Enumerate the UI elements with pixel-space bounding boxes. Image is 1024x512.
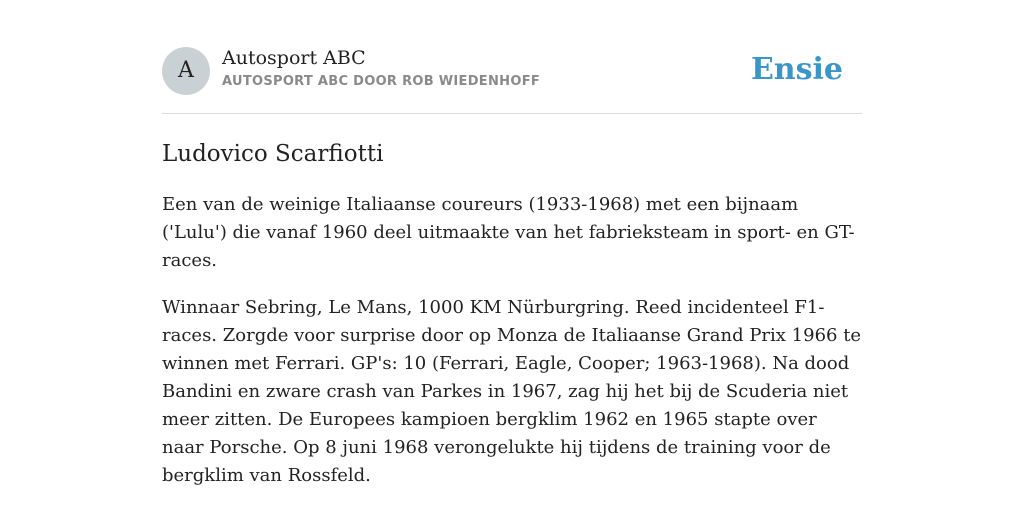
- entry-card: [162, 46, 862, 490]
- author-name[interactable]: Autosport ABC: [222, 47, 366, 69]
- entry-paragraph-2: Winnaar Sebring, Le Mans, 1000 KM Nürburgring. Reed incidenteel F1-races. Zorgde voor surprise door op Monza de Italiaanse Grand Prix 1966 te winnen met Ferrari. GP's: 10 (Ferrari, Eagle, Cooper; 1963-1968). Na dood Bandini en zware crash van Parkes in 1967, zag hij het bij de Scuderia niet meer zitten. De Europees kampioen bergklim 1962 en 1965 stapte over naar Porsche. Op 8 juni 1968 verongelukte hij tijdens de training voor de bergklim van Rossfeld.: [162, 297, 862, 486]
- author-subtitle: AUTOSPORT ABC DOOR ROB WIEDENHOFF: [222, 74, 541, 89]
- brand-logo[interactable]: Ensie: [750, 52, 843, 87]
- author-avatar[interactable]: A: [162, 47, 210, 95]
- entry-title: Ludovico Scarfiotti: [162, 141, 384, 167]
- entry-paragraph-1: Een van de weinige Italiaanse coureurs (1933-1968) met een bijnaam ('Lulu') die vanaf 1960 deel uitmaakte van het fabrieksteam in sport- en GT-races.: [162, 194, 855, 271]
- entry-header: [162, 46, 862, 114]
